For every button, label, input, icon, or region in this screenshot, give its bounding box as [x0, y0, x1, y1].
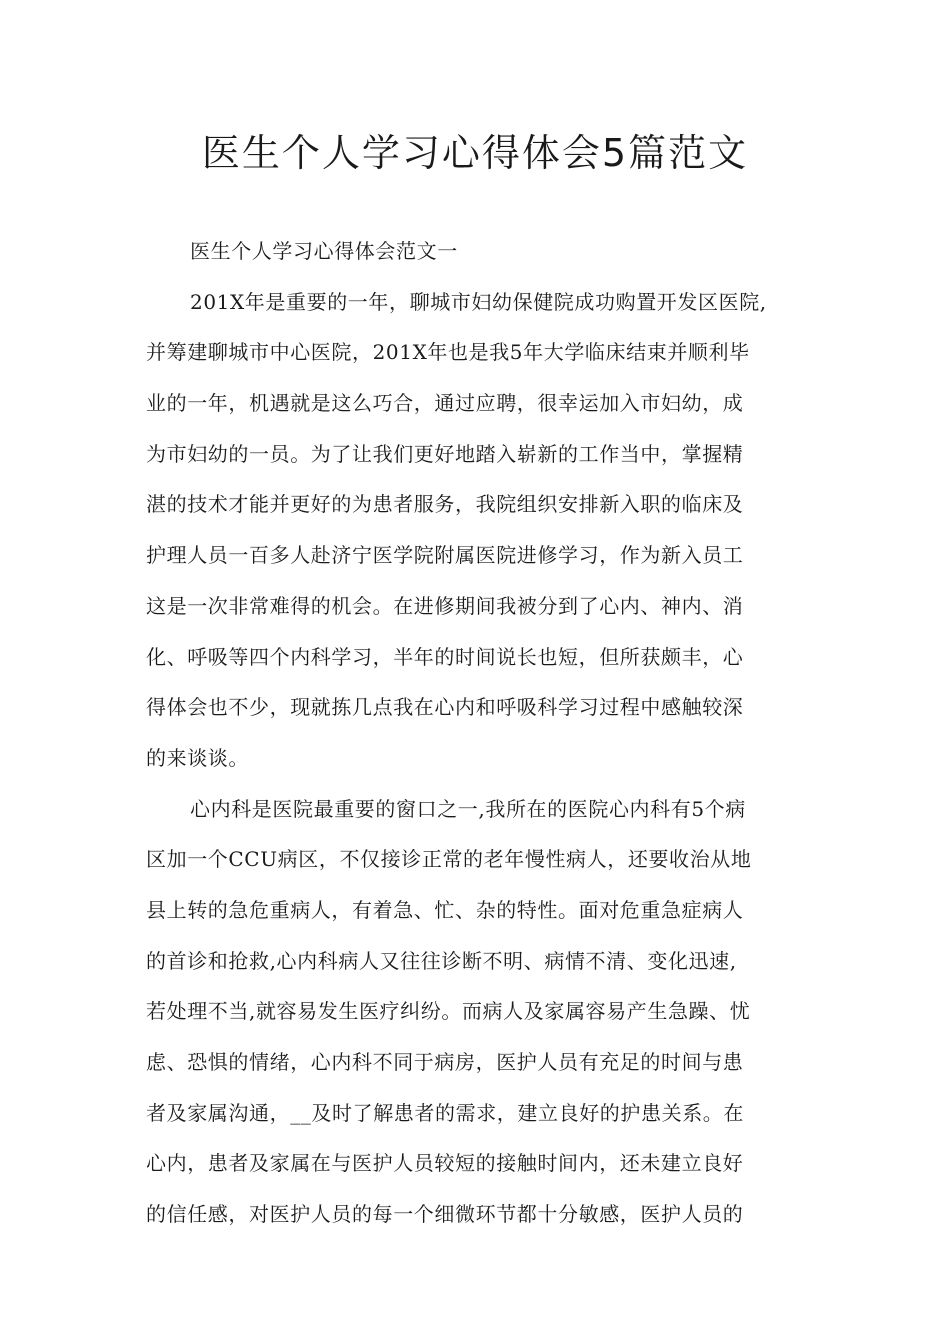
paragraph-line: 的来谈谈。: [146, 745, 249, 770]
paragraph-line: 虑、恐惧的情绪，心内科不同于病房，医护人员有充足的时间与患: [146, 1050, 744, 1074]
paragraph-line: 并筹建聊城市中心医院，201X年也是我5年大学临床结束并顺利毕: [146, 340, 750, 365]
paragraph-line: 得体会也不少，现就拣几点我在心内和呼吸科学习过程中感触较深: [146, 695, 744, 720]
paragraph-line: 这是一次非常难得的机会。在进修期间我被分到了心内、神内、消: [146, 593, 744, 618]
paragraph-line: 为市妇幼的一员。为了让我们更好地踏入崭新的工作当中，掌握精: [146, 441, 744, 466]
paragraph-line: 区加一个CCU病区，不仅接诊正常的老年慢性病人，还要收治从地: [146, 847, 752, 872]
paragraph-line: 若处理不当,就容易发生医疗纠纷。而病人及家属容易产生急躁、忧: [146, 999, 751, 1024]
paragraph-line: 心内科是医院最重要的窗口之一,我所在的医院心内科有5个病: [190, 796, 746, 821]
section-heading: 医生个人学习心得体会范文一: [190, 239, 458, 263]
paragraph-line: 的首诊和抢救,心内科病人又往往诊断不明、病情不清、变化迅速,: [146, 948, 737, 973]
paragraph-line: 护理人员一百多人赴济宁医学院附属医院进修学习，作为新入员工: [146, 543, 744, 568]
document-body: [146, 231, 818, 1245]
paragraph-line: 湛的技术才能并更好的为患者服务，我院组织安排新入职的临床及: [146, 492, 744, 517]
paragraph-line: 心内，患者及家属在与医护人员较短的接触时间内，还未建立良好: [146, 1151, 744, 1176]
paragraph-line: 者及家属沟通，__及时了解患者的需求，建立良好的护患关系。在: [146, 1100, 744, 1125]
paragraph-line: 的信任感，对医护人员的每一个细微环节都十分敏感，医护人员的: [146, 1202, 744, 1227]
paragraph-line: 化、呼吸等四个内科学习，半年的时间说长也短，但所获颇丰，心: [146, 644, 744, 669]
paragraph-line: 201X年是重要的一年，聊城市妇幼保健院成功购置开发区医院,: [190, 289, 767, 314]
paragraph-line: 县上转的急危重病人，有着急、忙、杂的特性。面对危重急症病人: [146, 897, 744, 922]
paragraph-line: 业的一年，机遇就是这么巧合，通过应聘，很幸运加入市妇幼，成: [146, 391, 744, 416]
document-title: 医生个人学习心得体会5篇范文: [201, 131, 749, 175]
